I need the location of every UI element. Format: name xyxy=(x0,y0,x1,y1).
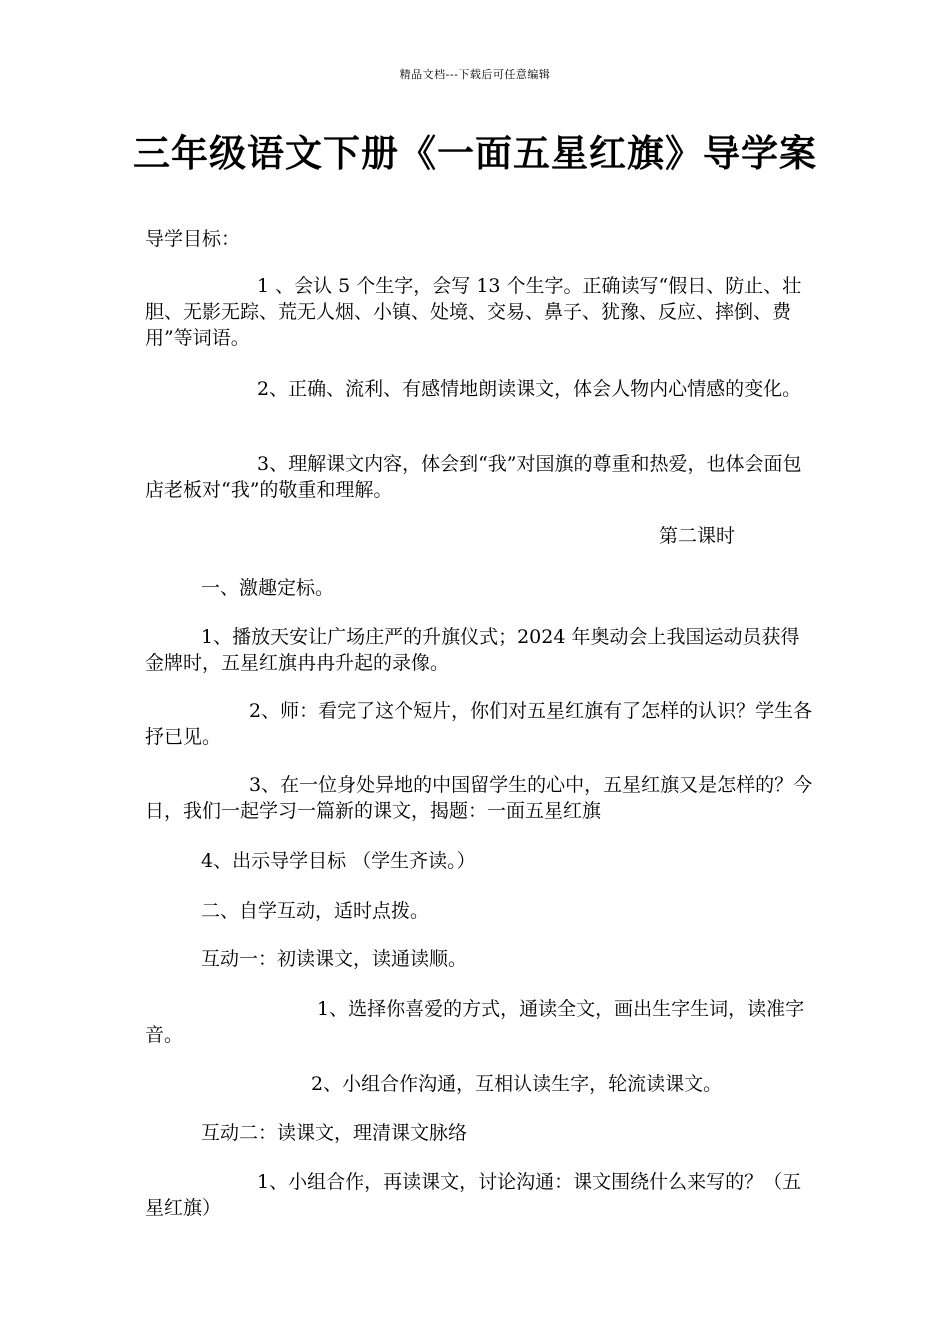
goal-2: 2、正确、流利、有感情地朗读课文，体会人物内心情感的变化。 xyxy=(257,378,802,400)
interaction-1-heading: 互动一：初读课文，读通读顺。 xyxy=(201,948,468,970)
section-1-item-3: 3、在一位身处异地的中国留学生的心中，五星红旗又是怎样的？今日，我们一起学习一篇新的课文，揭题：一面五星红旗 xyxy=(145,774,813,822)
interaction-1-item-1: 1、选择你喜爱的方式，通读全文，画出生字生词，读准字音。 xyxy=(145,998,805,1046)
goal-1: 1 、会认 5 个生字，会写 13 个生字。正确读写“假日、防止、壮胆、无影无踪、荒无人烟、小镇、处境、交易、鼻子、犹豫、反应、摔倒、费用”等词语。 xyxy=(145,275,802,349)
goals-heading: 导学目标： xyxy=(145,228,241,250)
section-1-item-1: 1、播放天安让广场庄严的升旗仪式；2024 年奥动会上我国运动员获得金牌时，五星红旗冉冉升起的录像。 xyxy=(145,626,800,674)
header-note: 精品文档---下载后可任意编辑 xyxy=(399,68,551,81)
section-1-item-4: 4、出示导学目标 （学生齐读。） xyxy=(201,850,476,872)
section-1-item-2: 2、师：看完了这个短片，你们对五星红旗有了怎样的认识？学生各抒已见。 xyxy=(145,700,813,748)
interaction-1-item-2: 2、小组合作沟通，互相认读生字，轮流读课文。 xyxy=(311,1073,723,1095)
interaction-2-heading: 互动二：读课文，理清课文脉络 xyxy=(201,1122,468,1144)
section-2-heading: 二、自学互动，适时点拨。 xyxy=(201,900,430,922)
goal-3: 3、理解课文内容，体会到“我”对国旗的尊重和热爱，也体会面包店老板对“我”的敬重和理解。 xyxy=(145,453,802,501)
section-1-heading: 一、激趣定标。 xyxy=(201,577,335,599)
page-title: 三年级语文下册《一面五星红旗》导学案 xyxy=(133,132,817,175)
interaction-2-item-1: 1、小组合作，再读课文，讨论沟通：课文围绕什么来写的？（五星红旗） xyxy=(145,1171,802,1219)
lesson-label: 第二课时 xyxy=(658,525,735,547)
